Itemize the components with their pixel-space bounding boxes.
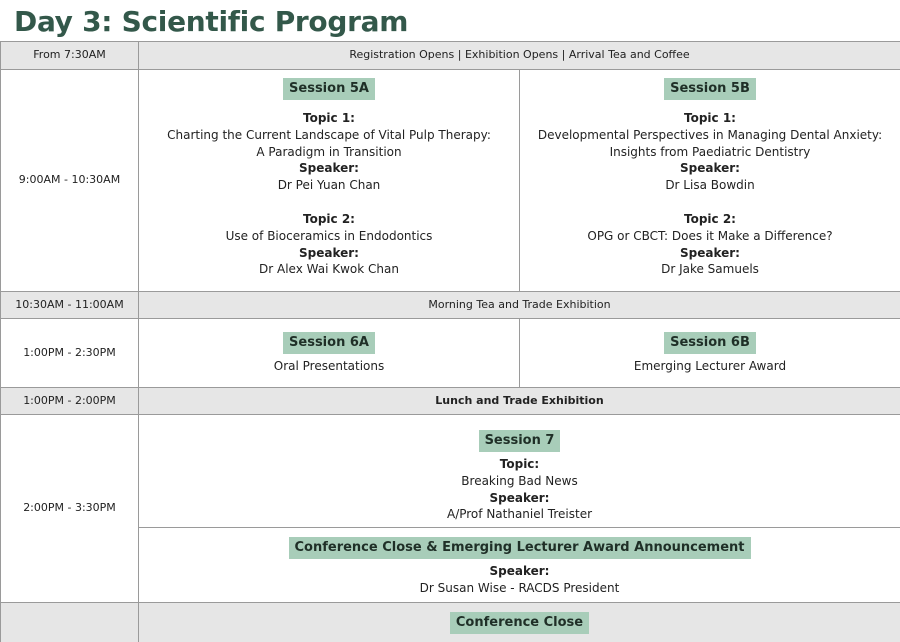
session-5a-cell [139, 70, 520, 292]
session-description: Emerging Lecturer Award [633, 358, 787, 373]
time-close [1, 603, 139, 642]
session-6a-cell [139, 319, 520, 388]
speaker-label: Speaker: [489, 490, 550, 505]
speaker-name: Dr Lisa Bowdin [665, 178, 755, 193]
time-morning-tea: 10:30AM - 11:00AM [1, 292, 139, 319]
session-6b-badge: Session 6B [664, 332, 756, 354]
session-5a-badge: Session 5A [283, 78, 375, 100]
conference-close-cell [139, 603, 900, 642]
session-7-cell [139, 415, 900, 603]
topic-text: A Paradigm in Transition [256, 144, 402, 159]
topic-text: Insights from Paediatric Dentistry [609, 144, 811, 159]
time-lunch: 1:00PM - 2:00PM [1, 388, 139, 415]
topic-label: Topic 2: [303, 211, 355, 226]
topic-text: Use of Bioceramics in Endodontics [225, 228, 433, 243]
registration-text: Registration Opens | Exhibition Opens | Arrival Tea and Coffee [139, 42, 900, 70]
session-5b-cell [520, 70, 900, 292]
conference-close-badge: Conference Close [450, 612, 589, 634]
speaker-label: Speaker: [299, 161, 359, 176]
session-description: Oral Presentations [273, 358, 385, 373]
session-6a-badge: Session 6A [283, 332, 375, 354]
topic-text: Breaking Bad News [461, 473, 578, 488]
speaker-name: Dr Jake Samuels [661, 262, 759, 277]
speaker-label: Speaker: [680, 245, 740, 260]
speaker-label: Speaker: [299, 245, 359, 260]
lunch-text: Lunch and Trade Exhibition [139, 388, 900, 415]
page-title: Day 3: Scientific Program [14, 5, 409, 38]
speaker-label: Speaker: [489, 564, 550, 578]
time-registration: From 7:30AM [1, 42, 139, 70]
topic-label: Topic: [499, 457, 540, 471]
topic-text: Charting the Current Landscape of Vital Pulp Therapy: [167, 127, 491, 142]
speaker-name: A/Prof Nathaniel Treister [446, 507, 593, 522]
conference-close-award-block [139, 528, 900, 602]
session-5b-badge: Session 5B [664, 78, 756, 100]
topic-label: Topic 1: [303, 111, 355, 125]
morning-tea-text: Morning Tea and Trade Exhibition [139, 292, 900, 319]
session-7-block [139, 415, 900, 528]
speaker-name: Dr Pei Yuan Chan [277, 178, 381, 193]
conference-close-award-badge: Conference Close & Emerging Lecturer Award Announcement [289, 537, 751, 559]
topic-text: OPG or CBCT: Does it Make a Difference? [587, 228, 833, 243]
speaker-name: Dr Alex Wai Kwok Chan [259, 262, 399, 277]
time-session-5: 9:00AM - 10:30AM [1, 70, 139, 292]
topic-label: Topic 2: [684, 211, 736, 226]
topic-text: Developmental Perspectives in Managing Dental Anxiety: [537, 127, 883, 142]
speaker-label: Speaker: [680, 161, 740, 176]
session-7-badge: Session 7 [479, 430, 561, 452]
time-session-6: 1:00PM - 2:30PM [1, 319, 139, 388]
time-session-7: 2:00PM - 3:30PM [1, 415, 139, 603]
program-table [0, 41, 900, 642]
topic-label: Topic 1: [684, 111, 736, 125]
speaker-name: Dr Susan Wise - RACDS President [419, 580, 620, 595]
session-6b-cell [520, 319, 900, 388]
